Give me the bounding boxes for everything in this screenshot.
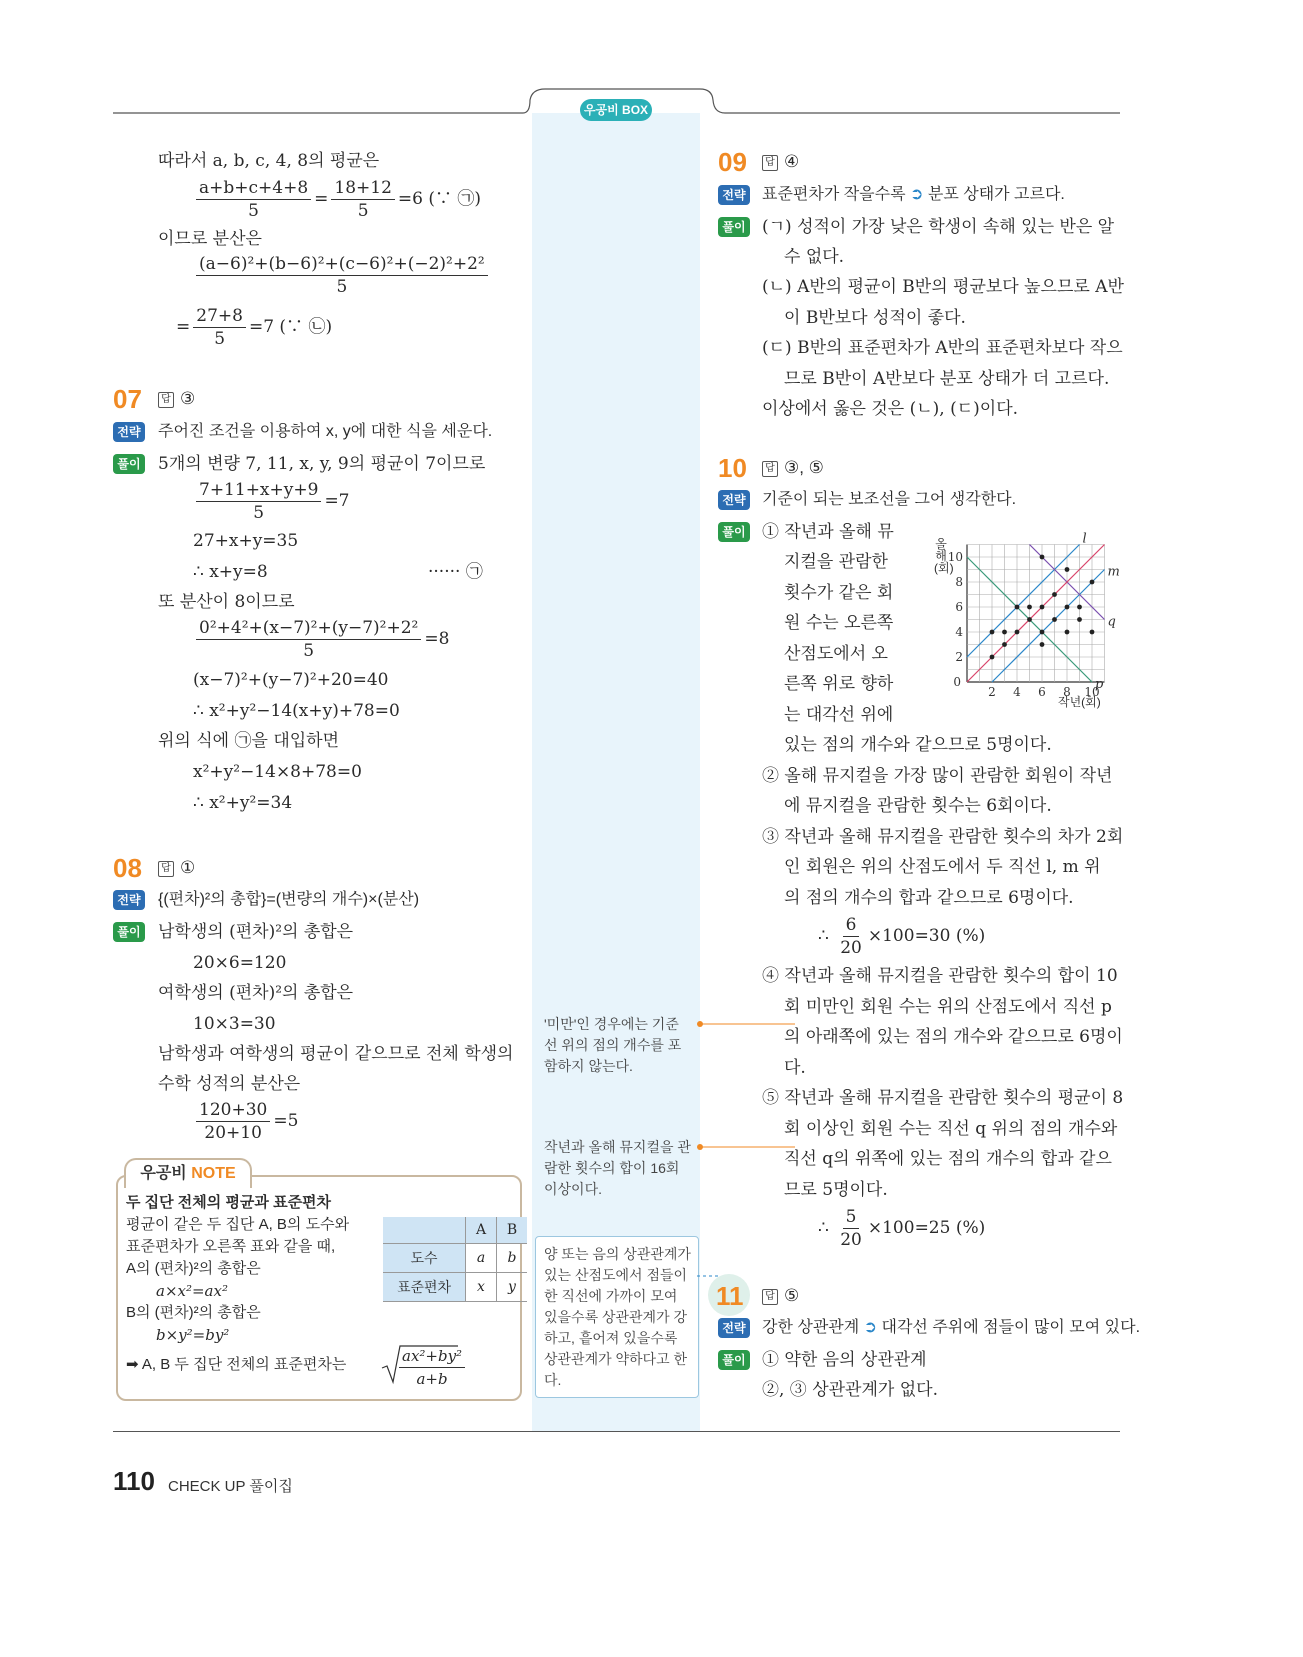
scatter-point: [1002, 642, 1007, 647]
q11-strategy-tag: 전략: [718, 1318, 750, 1338]
q08-line1: 남학생의 (편차)²의 총합은: [158, 922, 354, 942]
q10-p5a: ⑤ 작년과 올해 뮤지컬을 관람한 횟수의 평균이 8: [762, 1088, 1124, 1108]
q10-solution-tag: 풀이: [718, 522, 750, 542]
x-tick-label: 2: [988, 685, 996, 699]
line-label-q: q: [1107, 614, 1116, 630]
q07-line2: 27+x+y=35: [193, 531, 299, 551]
note-line-2: 표준편차가 오른쪽 표와 같을 때,: [126, 1238, 336, 1255]
q08-solution-tag: 풀이: [113, 922, 145, 942]
note-sqrt-fraction: $\frac{\text{ax²+by²}}{a+b}$: [396, 1346, 468, 1389]
q10-p3b: 인 회원은 위의 산점도에서 두 직선 l, m 위: [784, 857, 1101, 877]
note-line-4: a×x²=ax²: [156, 1282, 228, 1300]
q08-number: 08: [113, 853, 142, 883]
q07-answer: 답 ③: [158, 389, 195, 409]
q10-p1-line4: 원 수는 오른쪽: [784, 613, 894, 633]
answer-icon: 답: [762, 1289, 778, 1305]
q10-strategy: 기준이 되는 보조선을 그어 생각한다.: [762, 491, 1017, 508]
arrow-icon: ➲: [910, 186, 924, 203]
q10-p4d: 다.: [784, 1058, 806, 1078]
q08-answer: 답 ①: [158, 858, 195, 878]
line-l: [967, 545, 1080, 658]
q07-strategy: 주어진 조건을 이용하여 x, y에 대한 식을 세운다.: [158, 423, 493, 440]
side-note-2: 작년과 올해 뮤지컬을 관람한 횟수의 합이 16회 이상이다.: [544, 1139, 691, 1197]
scatter-point: [1040, 630, 1045, 635]
scatter-point: [1015, 630, 1020, 635]
scatter-ylabel: 올해(회): [934, 537, 954, 575]
q08-strategy-tag: 전략: [113, 890, 145, 910]
q09-line3a: (ㄷ) B반의 표준편차가 A반의 표준편차보다 작으: [762, 338, 1123, 358]
scatter-point: [990, 630, 995, 635]
q11-solution-tag: 풀이: [718, 1350, 750, 1370]
q09-answer: 답 ④: [762, 152, 799, 172]
q10-number: 10: [718, 453, 747, 483]
q09-number: 09: [718, 147, 747, 177]
note-table: A B 도수 a b 표준편차 x y: [383, 1217, 527, 1302]
left-intro-line: 따라서 a, b, c, 4, 8의 평균은: [158, 151, 380, 171]
scatter-point: [1027, 617, 1032, 622]
scatter-point: [1027, 605, 1032, 610]
line-diag: [967, 545, 1105, 683]
box-label: 우공비 BOX: [580, 99, 652, 121]
q09-line4: 이상에서 옳은 것은 (ㄴ), (ㄷ)이다.: [762, 399, 1019, 419]
y-tick-label: 8: [955, 575, 963, 589]
q09-line3b: 므로 B반이 A반보다 분포 상태가 더 고르다.: [784, 369, 1110, 389]
line-m: [992, 570, 1105, 683]
page-number: 110: [113, 1466, 155, 1496]
footer-rule: [113, 1431, 1120, 1432]
note-heading: 두 집단 전체의 평균과 표준편차: [126, 1194, 332, 1211]
q08-line2: 20×6=120: [193, 953, 287, 973]
origin-label: 0: [953, 675, 961, 689]
q11-line2: ②, ③ 상관관계가 없다.: [762, 1380, 938, 1400]
left-variance-result: = $\frac{27+8}{5}$ =7 (∵ ㉡): [176, 306, 333, 349]
q07-mark-1: ······ ㉠: [428, 562, 483, 582]
scatter-point: [1065, 605, 1070, 610]
side-note-1: '미만'인 경우에는 기준 선 위의 점의 개수를 포함하지 않는다.: [544, 1016, 682, 1074]
note-conclusion: ➡ A, B 두 집단 전체의 표준편차는: [126, 1356, 347, 1373]
scatter-point: [1040, 605, 1045, 610]
q10-p1-line3: 횟수가 같은 회: [784, 583, 894, 603]
q10-p1-line5: 산점도에서 오: [784, 644, 888, 664]
answer-icon: 답: [762, 461, 778, 477]
q07-mean-formula: $\frac{7+11+x+y+9}{5}$ =7: [193, 480, 350, 523]
x-tick-label: 10: [1084, 685, 1100, 699]
q10-p1-line7: 는 대각선 위에: [784, 705, 894, 725]
q10-p5b: 회 이상인 회원 수는 직선 q 위의 점의 개수와: [784, 1119, 1118, 1139]
q10-p3c: 의 점의 개수의 합과 같으므로 6명이다.: [784, 888, 1074, 908]
footer-title: CHECK UP 풀이집: [168, 1478, 293, 1495]
scatter-point: [1040, 555, 1045, 560]
x-tick-label: 8: [1063, 685, 1071, 699]
scatter-chart: [925, 520, 1125, 720]
scatter-point: [1065, 567, 1070, 572]
q09-strategy: 표준편차가 작을수록 ➲ 분포 상태가 고르다.: [762, 186, 1065, 203]
q07-variance-formula: $\frac{\text{0²+4²+(x−7)²+(y−7)²+2²}}{5}$ =8: [193, 618, 449, 661]
q09-strategy-tag: 전략: [718, 185, 750, 205]
side-note-3: 양 또는 음의 상관관계가 있는 산점도에서 점들이 한 직선에 가까이 모여 있을수록 상관관계가 강하고, 흩어져 있을수록 상관관계가 약하다고 한다.: [544, 1246, 691, 1388]
q09-line2b: 이 B반보다 성적이 좋다.: [784, 308, 966, 328]
sidebar-column: [532, 113, 700, 1431]
q07-strategy-tag: 전략: [113, 422, 145, 442]
scatter-point: [1052, 592, 1057, 597]
note-title: 우공비 NOTE: [124, 1158, 252, 1188]
note-line-5: B의 (편차)²의 총합은: [126, 1304, 261, 1321]
q09-line2a: (ㄴ) A반의 평균이 B반의 평균보다 높으므로 A반: [762, 277, 1124, 297]
q10-p4a: ④ 작년과 올해 뮤지컬을 관람한 횟수의 합이 10: [762, 966, 1118, 986]
q08-line3: 여학생의 (편차)²의 총합은: [158, 983, 354, 1003]
x-tick-label: 4: [1013, 685, 1021, 699]
line-label-m: m: [1107, 564, 1120, 580]
q10-p1-line1: ① 작년과 올해 뮤: [762, 522, 894, 542]
left-mean-formula: $\frac{a+b+c+4+8}{5}$ = $\frac{18+12}{5}$ =6 (∵ ㉠): [193, 178, 481, 221]
scatter-point: [1040, 642, 1045, 647]
q09-solution-tag: 풀이: [718, 217, 750, 237]
q10-p2a: ② 올해 뮤지컬을 가장 많이 관람한 회원이 작년: [762, 766, 1113, 786]
q07-line3: ∴ x+y=8: [193, 562, 268, 582]
q10-p1-line2: 지컬을 관람한: [784, 552, 888, 572]
q07-solution-tag: 풀이: [113, 454, 145, 474]
q11-line1: ① 약한 음의 상관관계: [762, 1350, 927, 1370]
answer-icon: 답: [158, 861, 174, 877]
q08-line5: 남학생과 여학생의 평균이 같으므로 전체 학생의: [158, 1044, 514, 1064]
q07-line4: 또 분산이 8이므로: [158, 592, 295, 612]
scatter-point: [1090, 630, 1095, 635]
scatter-point: [1077, 605, 1082, 610]
q07-line7: 위의 식에 ㉠을 대입하면: [158, 731, 340, 751]
left-variance-formula: $\frac{\text{(a−6)²+(b−6)²+(c−6)²+(−2)²+2²}}{5}$: [193, 254, 491, 297]
answer-icon: 답: [762, 155, 778, 171]
q08-strategy: {(편차)²의 총합}=(변량의 개수)×(분산): [158, 891, 420, 908]
scatter-point: [1052, 617, 1057, 622]
y-tick-label: 2: [955, 650, 963, 664]
q09-line1b: 수 없다.: [784, 247, 845, 267]
q11-strategy: 강한 상관관계 ➲ 대각선 주위에 점들이 많이 모여 있다.: [762, 1319, 1141, 1336]
q07-number: 07: [113, 384, 142, 414]
q08-result-formula: $\frac{120+30}{20+10}$ =5: [193, 1100, 298, 1143]
scatter-point: [990, 655, 995, 660]
q09-line1a: (ㄱ) 성적이 가장 낮은 학생이 속해 있는 반은 알: [762, 217, 1115, 237]
q10-p5-formula: ∴ $\frac{5}{20}$ ×100=25 (%): [818, 1207, 986, 1250]
q10-p4b: 회 미만인 회원 수는 위의 산점도에서 직선 p: [784, 997, 1112, 1017]
note-line-6: b×y²=by²: [156, 1326, 230, 1344]
left-variance-intro: 이므로 분산은: [158, 229, 262, 249]
q11-number: 11: [716, 1281, 744, 1311]
q08-line6: 수학 성적의 분산은: [158, 1074, 301, 1094]
q07-line8: x²+y²−14×8+78=0: [193, 762, 362, 782]
q10-p3-formula: ∴ $\frac{6}{20}$ ×100=30 (%): [818, 915, 986, 958]
y-tick-label: 6: [955, 600, 963, 614]
q10-strategy-tag: 전략: [718, 490, 750, 510]
y-tick-label: 10: [947, 550, 963, 564]
q11-answer: 답 ⑤: [762, 1286, 799, 1306]
arrow-icon: ➲: [863, 1319, 878, 1336]
scatter-xlabel: 작년(회): [1058, 695, 1101, 709]
q10-p3a: ③ 작년과 올해 뮤지컬을 관람한 횟수의 차가 2회: [762, 827, 1124, 847]
q10-p5c: 직선 q의 위쪽에 있는 점의 개수의 합과 같으: [784, 1149, 1112, 1169]
q10-p1-line6: 른쪽 위로 향하: [784, 674, 894, 694]
x-tick-label: 6: [1038, 685, 1046, 699]
line-label-p: p: [1095, 677, 1104, 692]
q10-answer: 답 ③, ⑤: [762, 458, 824, 478]
y-tick-label: 4: [955, 625, 963, 639]
q08-line4: 10×3=30: [193, 1014, 276, 1034]
q10-p5d: 므로 5명이다.: [784, 1180, 888, 1200]
scatter-point: [1077, 617, 1082, 622]
q10-p2b: 에 뮤지컬을 관람한 횟수는 6회이다.: [784, 796, 1052, 816]
answer-icon: 답: [158, 392, 174, 408]
q07-line9: ∴ x²+y²=34: [193, 793, 293, 813]
q07-line5: (x−7)²+(y−7)²+20=40: [193, 670, 389, 690]
scatter-point: [1002, 630, 1007, 635]
q07-line6: ∴ x²+y²−14(x+y)+78=0: [193, 701, 400, 721]
q10-p4c: 의 아래쪽에 있는 점의 개수와 같으므로 6명이: [784, 1027, 1123, 1047]
line-label-l: l: [1082, 531, 1087, 547]
note-line-1: 평균이 같은 두 집단 A, B의 도수와: [126, 1216, 350, 1233]
scatter-point: [1065, 630, 1070, 635]
scatter-point: [1015, 605, 1020, 610]
q10-p1-end: 있는 점의 개수와 같으므로 5명이다.: [784, 735, 1052, 755]
q07-line1: 5개의 변량 7, 11, x, y, 9의 평균이 7이므로: [158, 454, 486, 474]
scatter-point: [1090, 580, 1095, 585]
note-line-3: A의 (편차)²의 총합은: [126, 1260, 261, 1277]
